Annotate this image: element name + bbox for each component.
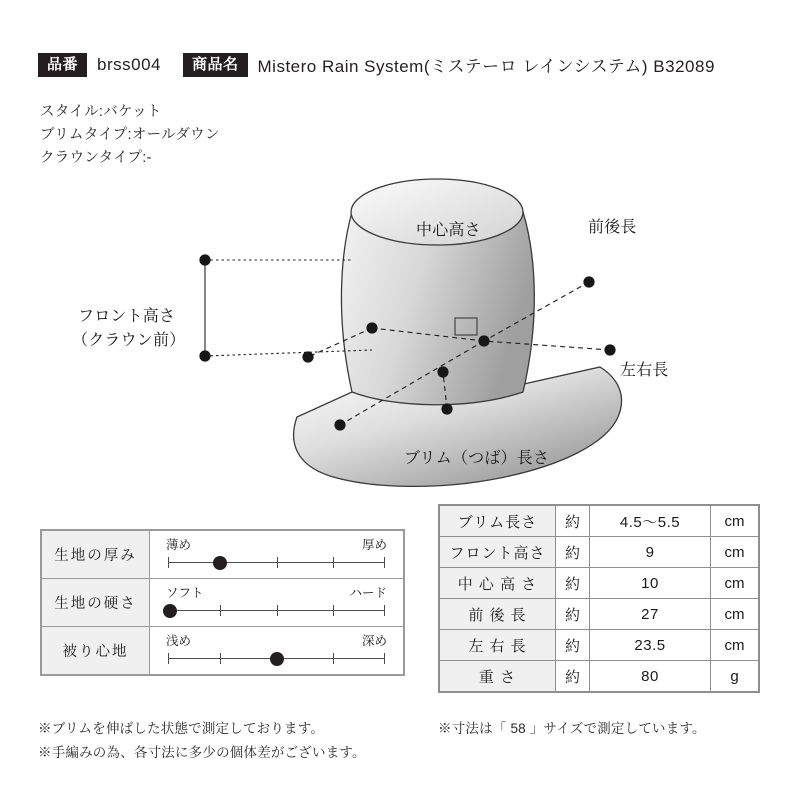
measure-approx: 約	[556, 568, 590, 599]
table-row	[42, 627, 404, 675]
measure-unit: cm	[711, 537, 759, 568]
slider-right-label: 厚め	[361, 538, 387, 552]
slider-right-label: 深め	[361, 634, 387, 648]
measure-value: 27	[590, 599, 711, 630]
slider-tick	[220, 605, 221, 616]
measure-label-front-height: フロント高さ	[440, 537, 556, 568]
measure-label-left-right: 左 右 長	[440, 630, 556, 661]
measure-unit: cm	[711, 506, 759, 537]
measure-label-brim-length: ブリム長さ	[440, 506, 556, 537]
measure-value: 4.5〜5.5	[590, 506, 711, 537]
measure-value: 80	[590, 661, 711, 692]
rating-slider-hardness	[150, 579, 404, 627]
product-name-tag: 商品名	[183, 53, 248, 77]
product-code-value: brss004	[97, 54, 161, 74]
table-row	[42, 531, 404, 579]
table-row	[42, 579, 404, 627]
slider-marker	[270, 652, 284, 666]
table-row	[440, 537, 759, 568]
slider-tick	[168, 653, 169, 664]
slider-tick	[384, 653, 385, 664]
slider-right-label: ハード	[349, 586, 387, 600]
spec-crown-type: クラウンタイプ:-	[40, 150, 152, 166]
product-header	[38, 52, 715, 77]
measure-unit: cm	[711, 568, 759, 599]
slider-tick	[333, 653, 334, 664]
slider-marker	[213, 556, 227, 570]
table-row	[440, 630, 759, 661]
measure-unit: g	[711, 661, 759, 692]
slider-tick	[384, 605, 385, 616]
product-name-value: Mistero Rain System(ミステーロ レインシステム) B32089	[257, 57, 715, 76]
rating-label-thickness: 生地の厚み	[42, 531, 150, 579]
notes-left	[38, 717, 366, 765]
table-row	[440, 661, 759, 692]
rating-slider-thickness	[150, 531, 404, 579]
slider-marker	[163, 604, 177, 618]
table-row	[440, 506, 759, 537]
slider-tick	[384, 557, 385, 568]
rating-slider-fit	[150, 627, 404, 675]
label-front-height-line1: フロント高さ	[78, 308, 176, 325]
measure-label-front-back: 前 後 長	[440, 599, 556, 630]
label-front-back-length: 前後長	[588, 219, 637, 236]
hat-measurement-diagram	[0, 160, 800, 490]
notes-right	[438, 717, 706, 741]
measure-label-weight: 重 さ	[440, 661, 556, 692]
label-brim-length: ブリム（つば）長さ	[404, 450, 550, 467]
label-center-height: 中心高さ	[416, 222, 481, 239]
feel-rating-table	[40, 529, 405, 676]
label-left-right-length: 左右長	[620, 362, 669, 379]
table-row	[440, 568, 759, 599]
note-measured-size: ※寸法は「 58 」サイズで測定しています。	[438, 721, 706, 736]
slider-tick	[277, 557, 278, 568]
slider-left-label: 浅め	[166, 634, 192, 648]
spec-brim-type: ブリムタイプ:オールダウン	[40, 127, 220, 143]
measure-label-center-height: 中 心 高 さ	[440, 568, 556, 599]
measure-approx: 約	[556, 506, 590, 537]
measure-approx: 約	[556, 537, 590, 568]
note-brim-stretched: ※ブリムを伸ばした状態で測定しております。	[38, 721, 325, 736]
measure-unit: cm	[711, 599, 759, 630]
label-front-height-line2: （クラウン前）	[72, 332, 186, 349]
slider-left-label: 薄め	[166, 538, 192, 552]
measure-approx: 約	[556, 661, 590, 692]
measurement-table	[438, 504, 760, 693]
slider-tick	[168, 557, 169, 568]
spec-style: スタイル:バケット	[40, 104, 162, 120]
product-code-tag: 品番	[38, 53, 87, 77]
measure-unit: cm	[711, 630, 759, 661]
slider-tick	[220, 653, 221, 664]
note-handmade-variance: ※手編みの為、各寸法に多少の個体差がございます。	[38, 745, 366, 760]
measure-value: 23.5	[590, 630, 711, 661]
measure-approx: 約	[556, 630, 590, 661]
slider-left-label: ソフト	[166, 586, 204, 600]
measure-approx: 約	[556, 599, 590, 630]
rating-label-hardness: 生地の硬さ	[42, 579, 150, 627]
slider-tick	[333, 557, 334, 568]
slider-tick	[277, 605, 278, 616]
measure-value: 10	[590, 568, 711, 599]
rating-label-fit: 被り心地	[42, 627, 150, 675]
measure-value: 9	[590, 537, 711, 568]
slider-tick	[333, 605, 334, 616]
table-row	[440, 599, 759, 630]
